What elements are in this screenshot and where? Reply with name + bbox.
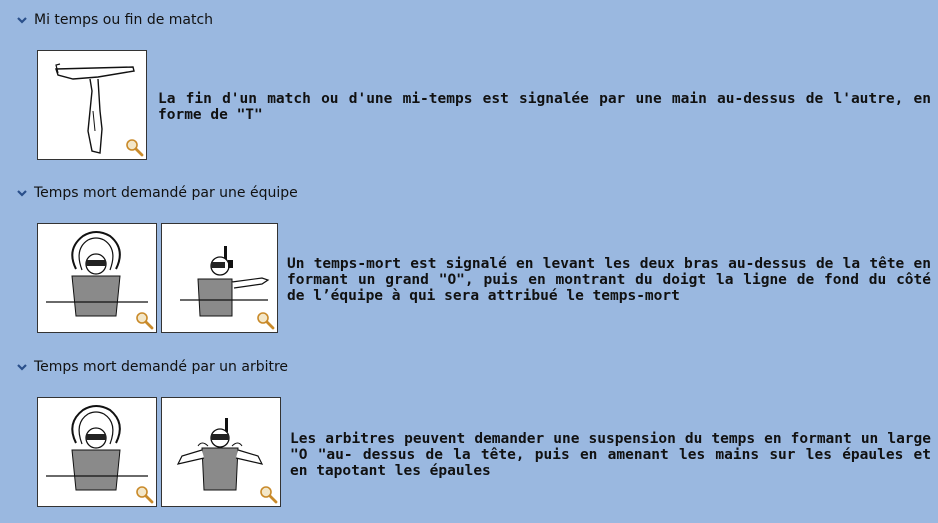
section-title: Mi temps ou fin de match (34, 12, 214, 28)
signal-image-pointing[interactable] (161, 223, 278, 333)
magnifier-icon[interactable] (124, 137, 144, 157)
section-header-end-of-match[interactable] (16, 12, 213, 28)
chevron-down-icon (16, 361, 28, 373)
magnifier-icon[interactable] (134, 310, 154, 330)
section-description: La fin d'un match ou d'une mi-temps est signalée par une main au-dessus de l'autre, en forme de "T" (158, 91, 931, 123)
signal-image-arms-o-referee[interactable] (37, 397, 157, 507)
magnifier-icon[interactable] (258, 484, 278, 504)
signal-image-arms-o[interactable] (37, 223, 157, 333)
section-title: Temps mort demandé par un arbitre (34, 359, 289, 375)
signal-image-t[interactable] (37, 50, 147, 160)
chevron-down-icon (16, 14, 28, 26)
section-description: Les arbitres peuvent demander une suspension du temps en formant un large "O "au- dessus de la tête, puis en amenant les mains sur les épaules et en tapotant les épaules (290, 431, 931, 479)
signal-image-shoulders[interactable] (161, 397, 281, 507)
section-header-referee-timeout[interactable] (16, 359, 288, 375)
magnifier-icon[interactable] (134, 484, 154, 504)
magnifier-icon[interactable] (255, 310, 275, 330)
chevron-down-icon (16, 187, 28, 199)
section-header-team-timeout[interactable] (16, 185, 298, 201)
section-title: Temps mort demandé par une équipe (34, 185, 298, 201)
section-description: Un temps-mort est signalé en levant les deux bras au-dessus de la tête en formant un grand "O", puis en montrant du doigt la ligne de fond du côté de l’équipe à qui sera attribué le temps-mort (287, 256, 931, 304)
